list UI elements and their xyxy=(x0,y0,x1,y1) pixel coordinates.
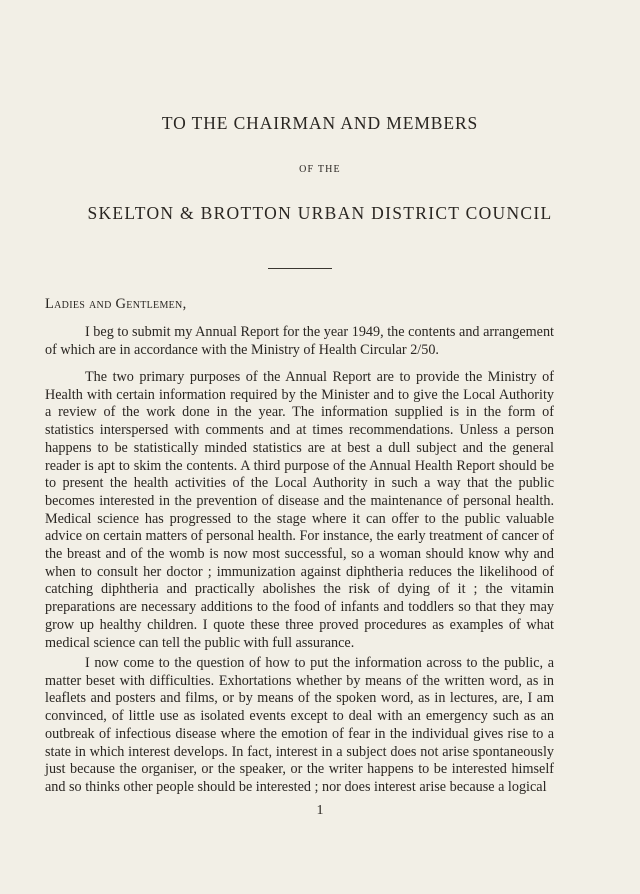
paragraph-information: I now come to the question of how to put the information across to the public, a matter beset with difficulties. Exhortations whether by means of the written word, as in leaflets and posters and films, or by means of the spoken word, as in lectures, are, I am convinced, of little use as isolated events except to deal with an emergency such as an outbreak of infectious disease where the emotion of fear in the individual gives rise to a state in which interest develops. In fact, interest in a subject does not arise spontaneously just because the organiser, or the speaker, or the writer happens to be interested himself and so thinks other people should be interested ; nor does interest arise because a logical xyxy=(45,655,554,795)
heading-council-name: SKELTON & BROTTON URBAN DISTRICT COUNCIL xyxy=(87,203,553,223)
heading-of-the: OF THE xyxy=(299,164,341,175)
heading-addressee: TO THE CHAIRMAN AND MEMBERS xyxy=(161,113,479,133)
paragraph-purposes: The two primary purposes of the Annual Report are to provide the Ministry of Health with certain information required by the Minister and to give the Local Authority a review of the work done in the year. The information supplied is in the form of statistics interspersed with comments and at times recommendations. Unless a person happens to be statistically minded statistics are at best a dull subject and the general reader is apt to skim the contents. A third purpose of the Annual Health Report should be to present the health activities of the Local Authority in such a way that the public becomes interested in the prevention of disease and the maintenance of personal health. Medical science has progressed to the stage where it can offer to the public valuable advice on certain matters of personal health. For instance, the early treatment of cancer of the breast and of the womb is now most successful, so a woman should know why and when to consult her doctor ; immunization against diphtheria reduces the likelihood of catching diphtheria and practically abolishes the risk of dying of it ; the vitamin preparations are necessary additions to the food of infants and toddlers so that they may grow up healthy children. I quote these three proved procedures as examples of what medical science can tell the public with full assurance. xyxy=(45,369,554,651)
section-divider xyxy=(268,268,332,269)
page-number: 1 xyxy=(316,803,324,818)
paragraph-intro: I beg to submit my Annual Report for the year 1949, the contents and arrangement of which are in accordance with the Ministry of Health Circular 2/50. xyxy=(45,324,554,358)
salutation: Ladies and Gentlemen, xyxy=(45,296,187,312)
